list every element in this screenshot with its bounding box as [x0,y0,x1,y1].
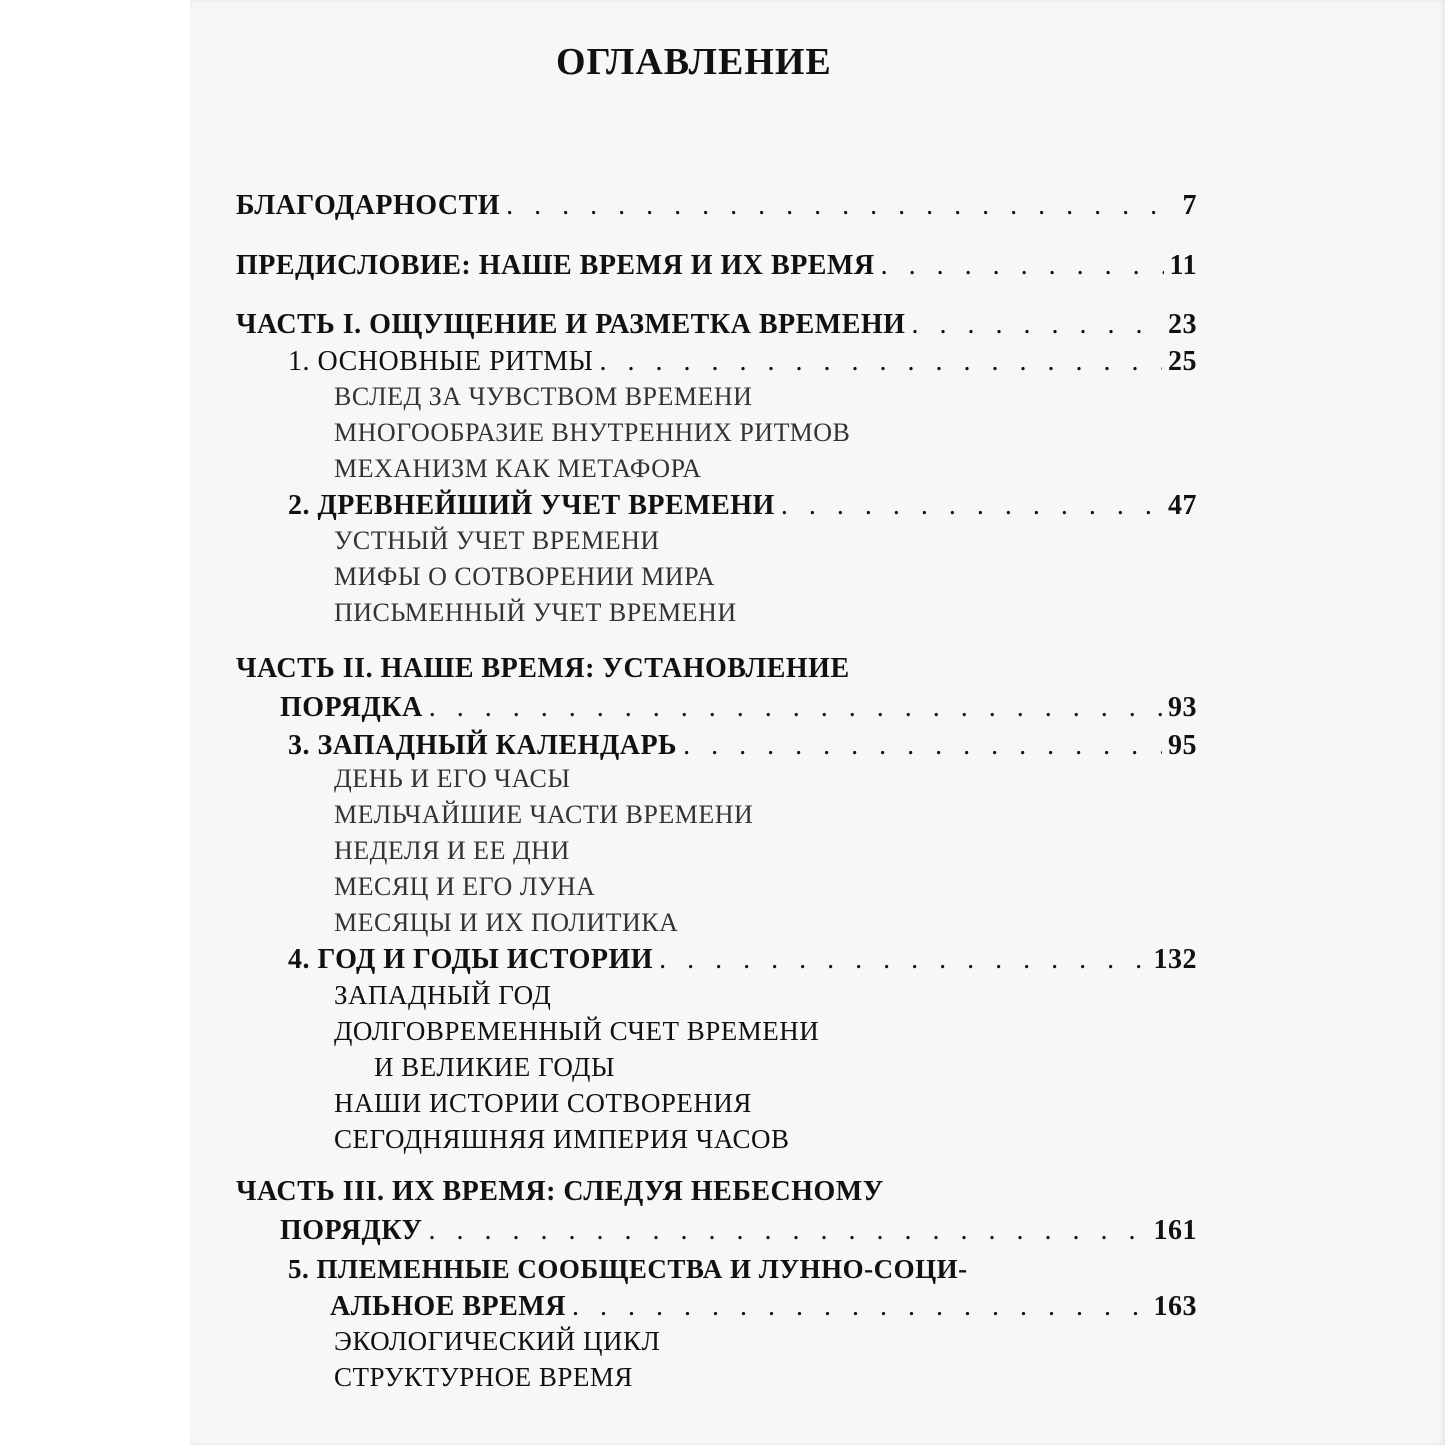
leader-dots [599,346,1162,378]
toc-section: СТРУКТУРНОЕ ВРЕМЯ [334,1362,633,1392]
toc-section: МИФЫ О СОТВОРЕНИИ МИРА [334,562,715,591]
toc-page-number: 11 [1169,250,1197,281]
toc-chapter [288,490,1197,526]
toc-section: НЕДЕЛЯ И ЕЕ ДНИ [334,836,570,865]
toc-part-continued [280,1215,1197,1251]
page-title: ОГЛАВЛЕНИЕ [556,41,832,83]
toc-page-number: 163 [1153,1291,1197,1322]
toc-section: ДЕНЬ И ЕГО ЧАСЫ [334,764,571,793]
leader-dots [429,1215,1148,1247]
toc-part: ЧАСТЬ III. ИХ ВРЕМЯ: СЛЕДУЯ НЕБЕСНОМУ [236,1176,884,1207]
toc-chapter-continued [330,1291,1197,1327]
toc-section: ДОЛГОВРЕМЕННЫЙ СЧЕТ ВРЕМЕНИ [334,1016,820,1046]
toc-section: ЗАПАДНЫЙ ГОД [334,980,552,1010]
toc-part: ЧАСТЬ II. НАШЕ ВРЕМЯ: УСТАНОВЛЕНИЕ [236,653,850,684]
toc-entry [236,190,1197,226]
leader-dots [683,730,1162,762]
toc-entry [236,250,1197,286]
leader-dots [506,190,1176,222]
leader-dots [881,250,1164,282]
toc-section: МЕСЯЦЫ И ИХ ПОЛИТИКА [334,908,679,937]
toc-section: МНОГООБРАЗИЕ ВНУТРЕННИХ РИТМОВ [334,418,851,447]
toc-page-number: 93 [1168,692,1197,723]
toc-section: МЕЛЬЧАЙШИЕ ЧАСТИ ВРЕМЕНИ [334,800,754,829]
leader-dots [429,692,1162,724]
toc-section: НАШИ ИСТОРИИ СОТВОРЕНИЯ [334,1088,752,1118]
toc-entry-label: 3. ЗАПАДНЫЙ КАЛЕНДАРЬ [288,730,678,761]
toc-chapter: 5. ПЛЕМЕННЫЕ СООБЩЕСТВА И ЛУННО-СОЦИ- [288,1254,968,1284]
toc-entry-label: 4. ГОД И ГОДЫ ИСТОРИИ [288,944,654,975]
toc-part-continued [280,692,1197,728]
toc-page-number: 25 [1168,346,1197,377]
toc-page-number: 47 [1168,490,1197,521]
toc-chapter [288,346,1197,382]
toc-entry-label: АЛЬНОЕ ВРЕМЯ [330,1291,566,1322]
toc-section: ЭКОЛОГИЧЕСКИЙ ЦИКЛ [334,1326,661,1356]
toc-section: СЕГОДНЯШНЯЯ ИМПЕРИЯ ЧАСОВ [334,1124,790,1154]
toc-entry-label: ЧАСТЬ I. ОЩУЩЕНИЕ И РАЗМЕТКА ВРЕМЕНИ [236,309,906,340]
toc-entry-label: 1. ОСНОВНЫЕ РИТМЫ [288,346,594,377]
leader-dots [572,1291,1148,1323]
toc-section: МЕСЯЦ И ЕГО ЛУНА [334,872,596,901]
toc-section: ПИСЬМЕННЫЙ УЧЕТ ВРЕМЕНИ [334,598,737,627]
toc-entry-label: ПРЕДИСЛОВИЕ: НАШЕ ВРЕМЯ И ИХ ВРЕМЯ [236,250,875,281]
toc-page-number: 132 [1153,944,1197,975]
toc-section: И ВЕЛИКИЕ ГОДЫ [374,1052,616,1082]
toc-entry-label: ПОРЯДКУ [280,1215,423,1246]
leader-dots [911,309,1162,341]
toc-page-number: 161 [1153,1215,1197,1246]
toc-part [236,309,1197,345]
toc-page-number: 7 [1182,190,1197,221]
toc-page-number: 23 [1168,309,1197,340]
toc-entry-label: БЛАГОДАРНОСТИ [236,190,501,221]
toc-section: МЕХАНИЗМ КАК МЕТАФОРА [334,454,702,483]
toc-chapter [288,944,1197,980]
toc-entry-label: 2. ДРЕВНЕЙШИЙ УЧЕТ ВРЕМЕНИ [288,490,775,521]
toc-section: ВСЛЕД ЗА ЧУВСТВОМ ВРЕМЕНИ [334,382,753,411]
toc-chapter [288,730,1197,766]
toc-section: УСТНЫЙ УЧЕТ ВРЕМЕНИ [334,526,660,555]
toc-page-number: 95 [1168,730,1197,761]
leader-dots [659,944,1147,976]
toc-entry-label: ПОРЯДКА [280,692,423,723]
leader-dots [781,490,1162,522]
